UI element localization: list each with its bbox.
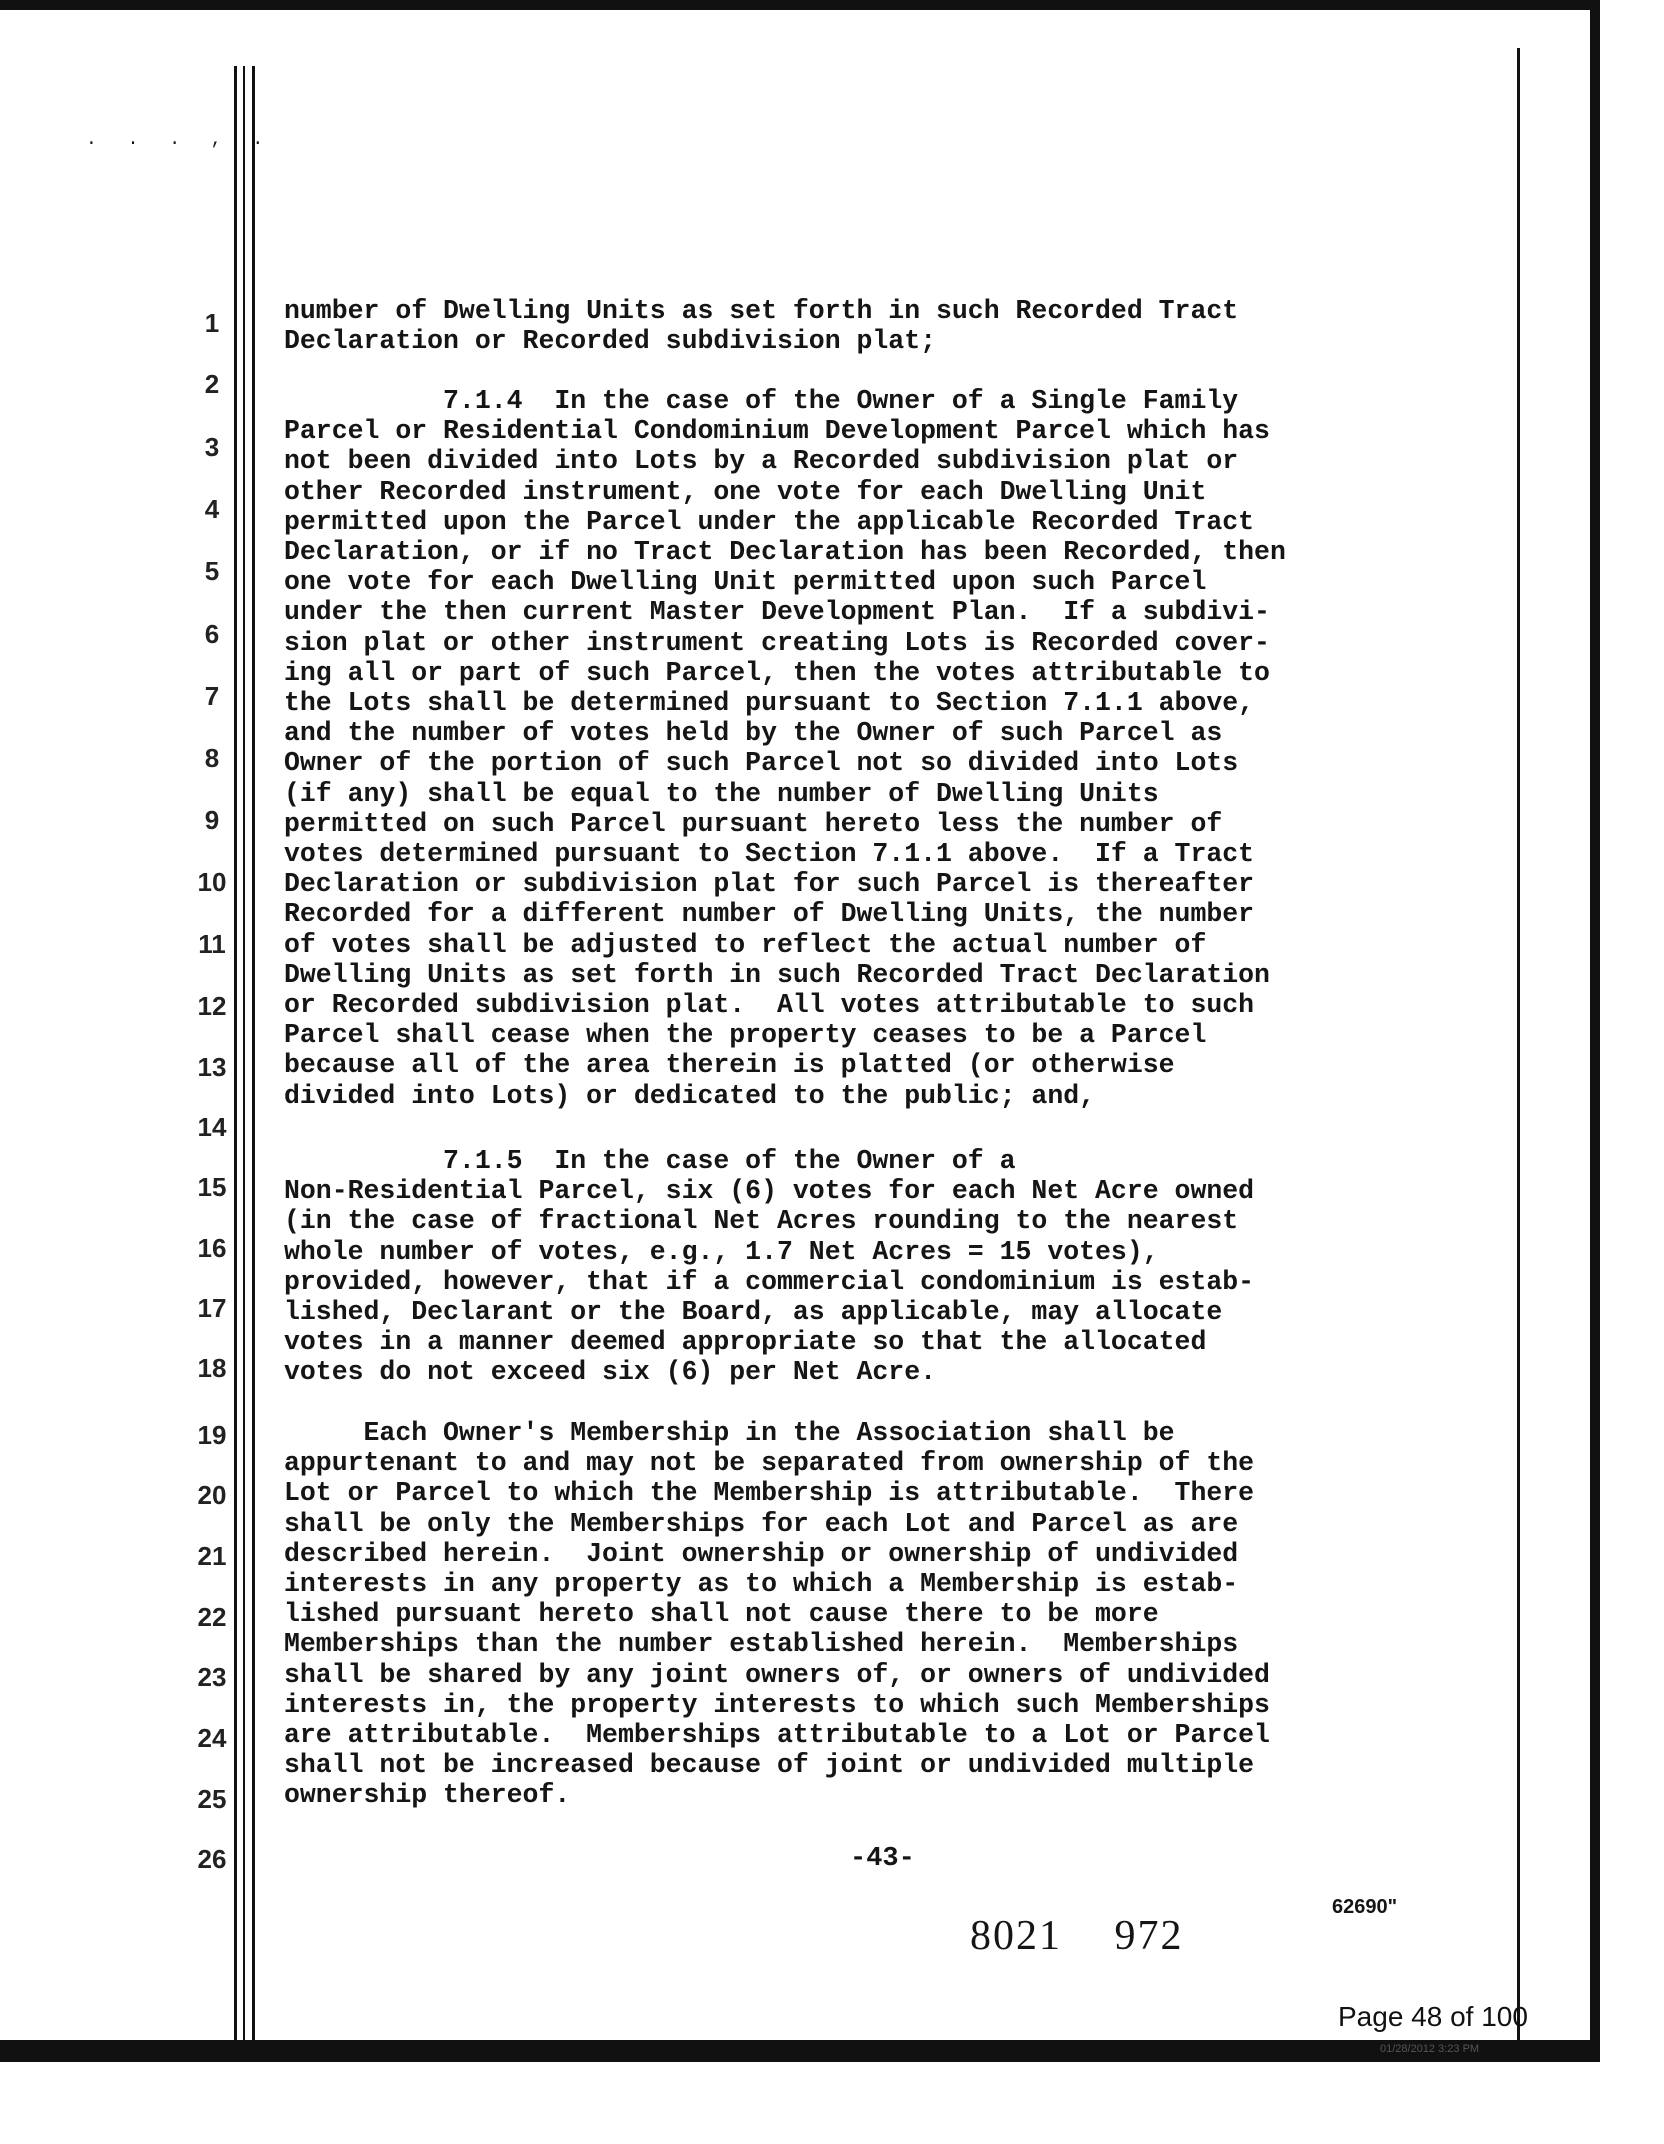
text-line: Each Owner's Membership in the Association shall be bbox=[284, 1418, 1175, 1448]
line-number: 5 bbox=[204, 556, 220, 586]
line-number: 3 bbox=[204, 432, 220, 462]
paragraph-continuation bbox=[284, 296, 1454, 356]
line-number: 26 bbox=[197, 1844, 227, 1874]
text-line: votes in a manner deemed appropriate so that the allocated bbox=[284, 1327, 1207, 1358]
text-line: appurtenant to and may not be separated from ownership of the bbox=[284, 1448, 1255, 1479]
paragraph-membership bbox=[284, 1418, 1454, 1811]
line-number: 19 bbox=[197, 1420, 227, 1450]
text-line: Recorded for a different number of Dwelling Units, the number bbox=[284, 899, 1255, 930]
line-number: 24 bbox=[197, 1723, 227, 1753]
paragraph-section-7-1-5 bbox=[284, 1146, 1454, 1388]
scan-timestamp: 01/28/2012 3:23 PM bbox=[1380, 2043, 1480, 2055]
text-line: Lot or Parcel to which the Membership is attributable. There bbox=[284, 1478, 1255, 1509]
page-count-label: Page 48 of 100 bbox=[1338, 2001, 1528, 2032]
document-code: 62690" bbox=[1332, 1896, 1398, 1918]
scan-top-border bbox=[0, 0, 1600, 10]
text-line: under the then current Master Development Plan. If a subdivi- bbox=[284, 597, 1270, 628]
text-line: interests in any property as to which a Membership is estab- bbox=[284, 1569, 1239, 1600]
text-line: Memberships than the number established herein. Memberships bbox=[284, 1629, 1239, 1660]
left-margin-rule-3 bbox=[252, 66, 255, 2040]
text-line: (in the case of fractional Net Acres rounding to the nearest bbox=[284, 1206, 1239, 1237]
line-number: 22 bbox=[197, 1602, 227, 1632]
text-line: votes determined pursuant to Section 7.1.1 above. If a Tract bbox=[284, 839, 1255, 870]
line-number: 23 bbox=[197, 1662, 227, 1692]
text-line: Dwelling Units as set forth in such Recorded Tract Declaration bbox=[284, 959, 1270, 990]
text-line: (if any) shall be equal to the number of Dwelling Units bbox=[284, 778, 1159, 809]
text-line: described herein. Joint ownership or ownership of undivided bbox=[284, 1538, 1239, 1569]
text-line: votes do not exceed six (6) per Net Acre. bbox=[284, 1357, 937, 1388]
line-number: 2 bbox=[204, 369, 220, 399]
line-number: 21 bbox=[197, 1541, 227, 1571]
line-number: 12 bbox=[197, 991, 227, 1021]
text-line: provided, however, that if a commercial condominium is estab- bbox=[284, 1266, 1255, 1297]
text-line: ing all or part of such Parcel, then the votes attributable to bbox=[284, 657, 1270, 688]
text-line: 7.1.4 In the case of the Owner of a Single Family bbox=[284, 386, 1239, 416]
text-line: because all of the area therein is platted (or otherwise bbox=[284, 1050, 1175, 1081]
line-number: 15 bbox=[197, 1172, 227, 1202]
text-line: 7.1.5 In the case of the Owner of a bbox=[284, 1146, 1016, 1176]
margin-marks: . . . , . bbox=[86, 130, 274, 150]
line-number: 7 bbox=[204, 681, 220, 711]
paragraph-section-7-1-4 bbox=[284, 386, 1454, 1111]
text-line: ownership thereof. bbox=[284, 1780, 571, 1811]
text-line: Owner of the portion of such Parcel not so divided into Lots bbox=[284, 748, 1239, 779]
text-line: the Lots shall be determined pursuant to Section 7.1.1 above, bbox=[284, 688, 1255, 719]
scan-right-border bbox=[1590, 0, 1600, 2060]
text-line: Non-Residential Parcel, six (6) votes for each Net Acre owned bbox=[284, 1176, 1255, 1207]
scan-bottom-border bbox=[0, 2040, 1600, 2062]
text-line: are attributable. Memberships attributable to a Lot or Parcel bbox=[284, 1720, 1270, 1751]
right-margin-rule bbox=[1517, 48, 1520, 2040]
text-line: Declaration, or if no Tract Declaration has been Recorded, then bbox=[284, 537, 1286, 568]
line-number: 16 bbox=[197, 1233, 227, 1263]
line-number: 25 bbox=[197, 1784, 227, 1814]
line-number: 9 bbox=[204, 805, 220, 835]
line-number: 6 bbox=[204, 619, 220, 649]
line-number: 4 bbox=[204, 494, 220, 524]
text-line: Declaration or subdivision plat for such Parcel is thereafter bbox=[284, 869, 1255, 900]
left-margin-rule-2 bbox=[243, 66, 245, 2040]
text-line: Parcel shall cease when the property ceases to be a Parcel bbox=[284, 1020, 1207, 1051]
text-line: interests in, the property interests to which such Memberships bbox=[284, 1689, 1270, 1720]
line-number: 18 bbox=[197, 1353, 227, 1383]
text-line: Declaration or Recorded subdivision plat; bbox=[284, 326, 937, 357]
text-line: divided into Lots) or dedicated to the public; and, bbox=[284, 1080, 1096, 1111]
line-number: 10 bbox=[197, 867, 227, 897]
line-number: 8 bbox=[204, 743, 220, 773]
line-number: 17 bbox=[197, 1293, 227, 1323]
text-line: lished pursuant hereto shall not cause there to be more bbox=[284, 1599, 1159, 1630]
line-number: 1 bbox=[204, 308, 220, 338]
line-number: 13 bbox=[197, 1052, 227, 1082]
text-line: lished, Declarant or the Board, as applicable, may allocate bbox=[284, 1297, 1223, 1328]
text-line: permitted upon the Parcel under the applicable Recorded Tract bbox=[284, 506, 1255, 537]
text-line: and the number of votes held by the Owner of such Parcel as bbox=[284, 718, 1223, 749]
line-number: 14 bbox=[197, 1112, 227, 1142]
text-line: or Recorded subdivision plat. All votes attributable to such bbox=[284, 990, 1255, 1021]
line-number: 20 bbox=[197, 1480, 227, 1510]
page-number: -43- bbox=[850, 1844, 915, 1874]
text-line: shall be only the Memberships for each Lot and Parcel as are bbox=[284, 1508, 1239, 1539]
text-line: not been divided into Lots by a Recorded subdivision plat or bbox=[284, 446, 1239, 477]
text-line: permitted on such Parcel pursuant hereto less the number of bbox=[284, 808, 1223, 839]
text-line: shall be shared by any joint owners of, or owners of undivided bbox=[284, 1659, 1270, 1690]
text-line: Parcel or Residential Condominium Development Parcel which has bbox=[284, 416, 1270, 447]
text-line: number of Dwelling Units as set forth in such Recorded Tract bbox=[284, 296, 1239, 326]
text-line: of votes shall be adjusted to reflect the actual number of bbox=[284, 929, 1207, 960]
text-line: other Recorded instrument, one vote for each Dwelling Unit bbox=[284, 476, 1207, 507]
text-line: one vote for each Dwelling Unit permitted upon such Parcel bbox=[284, 567, 1207, 598]
line-number: 11 bbox=[198, 929, 226, 959]
document-number: 8021 972 bbox=[970, 1913, 1184, 1959]
text-line: shall not be increased because of joint or undivided multiple bbox=[284, 1750, 1255, 1781]
text-line: whole number of votes, e.g., 1.7 Net Acres = 15 votes), bbox=[284, 1236, 1159, 1267]
text-line: sion plat or other instrument creating Lots is Recorded cover- bbox=[284, 627, 1270, 658]
